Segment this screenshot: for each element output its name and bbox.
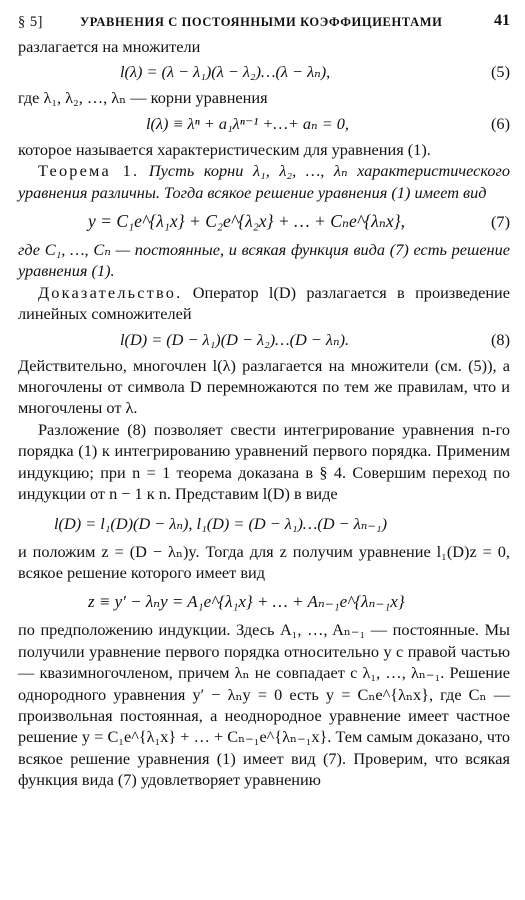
paragraph-6: Разложение (8) позволяет свести интегрирование уравнения n-го порядка (1) к интегрированию уравнений первого порядка. Применим индукцию; при n = 1 теорема доказана в § 4. Совершим переход по индукции от n − 1 к n. Представим l(D) в виде	[18, 419, 510, 504]
paragraph-4: где C₁, …, Cₙ — постоянные, и всякая функция вида (7) есть решение уравнения (1).	[18, 240, 510, 281]
section-marker: § 5]	[18, 14, 43, 30]
equation-7	[18, 203, 510, 239]
equation-10	[18, 583, 510, 619]
running-title: УРАВНЕНИЯ С ПОСТОЯННЫМИ КОЭФФИЦИЕНТАМИ	[80, 15, 443, 29]
equation-10-body: z ≡ y′ − λₙy = A₁e^{λ₁x} + … + Aₙ₋₁e^{λₙ₋₁x}	[88, 592, 405, 612]
equation-6-number: (6)	[491, 113, 510, 133]
paragraph-2: где λ₁, λ₂, …, λₙ — корни уравнения	[18, 88, 268, 108]
book-page	[18, 8, 510, 791]
equation-5-body: l(λ) = (λ − λ₁)(λ − λ₂)…(λ − λₙ),	[120, 62, 331, 82]
equation-8-body: l(D) = (D − λ₁)(D − λ₂)…(D − λₙ).	[120, 329, 350, 349]
equation-9-body: l(D) = l₁(D)(D − λₙ), l₁(D) = (D − λ₁)…(D − λₙ₋₁)	[54, 513, 388, 533]
equation-7-number: (7)	[491, 212, 510, 232]
page-number: 41	[494, 12, 510, 29]
paragraph-3: которое называется характеристическим для уравнения (1).	[18, 139, 431, 159]
paragraph-8: по предположению индукции. Здесь A₁, …, Aₙ₋₁ — постоянные. Мы получили уравнение первого порядка относительно y с правой частью — квазимногочленом, причем λₙ не совпадает с λ₁, …, λₙ₋₁. Решение однородного уравнения y′ − λₙy = 0 есть y = Cₙe^{λₙx}, где Cₙ — произвольная постоянная, а неоднородное уравнение имеет частное решение y = C₁e^{λ₁x} + … + Cₙ₋₁e^{λₙ₋₁x}. Тем самым доказано, что всякое решение уравнения (1) имеет вид (7). Проверим, что всякая функция вида (7) удовлетворяет уравнению	[18, 620, 510, 790]
proof	[18, 282, 510, 325]
equation-9	[18, 505, 510, 541]
paragraph-5: Действительно, многочлен l(λ) разлагается на множители (см. (5)), а многочлены от символа D перемножаются по тем же правилам, что и многочлены от λ.	[18, 355, 510, 418]
paragraph-1: разлагается на множители	[18, 37, 201, 56]
theorem-label: Теорема 1.	[38, 161, 140, 181]
theorem-1	[18, 160, 510, 203]
equation-6	[18, 109, 510, 139]
equation-5	[18, 57, 510, 87]
equation-8	[18, 325, 510, 355]
running-head	[18, 8, 510, 36]
equation-5-number: (5)	[491, 62, 510, 82]
proof-label: Доказательство.	[38, 282, 183, 302]
paragraph-7: и положим z = (D − λₙ)y. Тогда для z получим уравнение l₁(D)z = 0, всякое решение которого имеет вид	[18, 541, 510, 582]
equation-6-body: l(λ) ≡ λⁿ + a₁λⁿ⁻¹ +…+ aₙ = 0,	[146, 113, 349, 133]
equation-7-body: y = C₁e^{λ₁x} + C₂e^{λ₂x} + … + Cₙe^{λₙx},	[88, 211, 405, 232]
proof-text: Оператор l(D) разлагается в произведение линейных сомножителей	[18, 282, 510, 324]
theorem-text: Пусть корни λ₁, λ₂, …, λₙ характеристического уравнения различны. Тогда всякое решение уравнения (1) имеет вид	[18, 161, 510, 202]
equation-8-number: (8)	[491, 329, 510, 349]
